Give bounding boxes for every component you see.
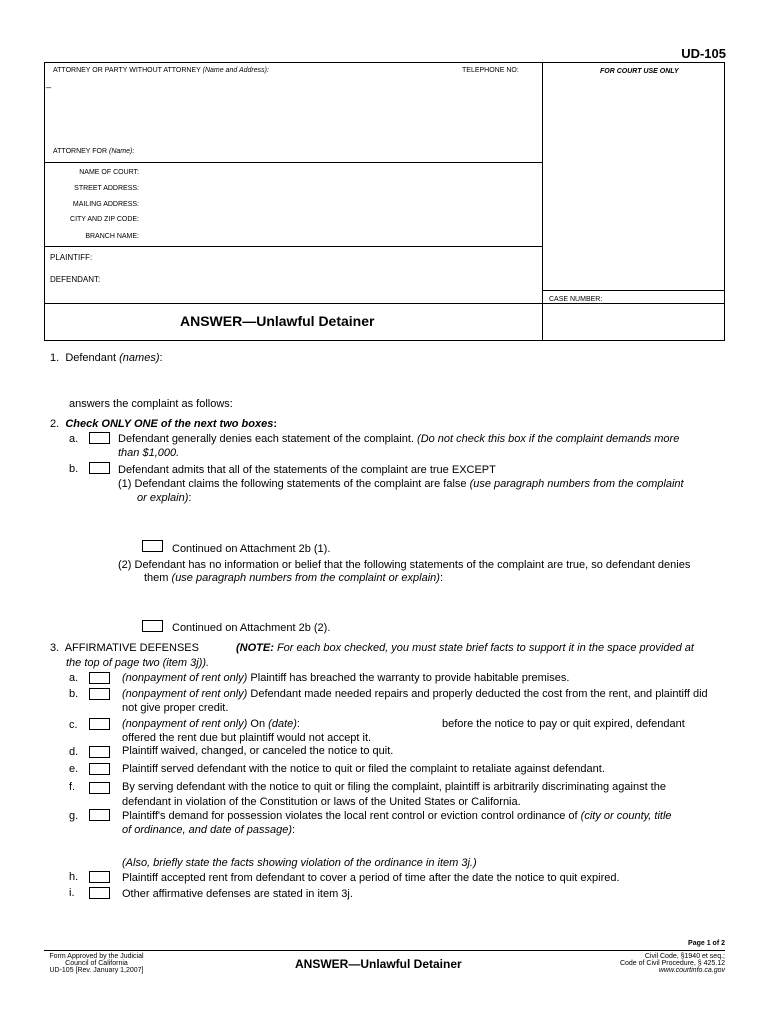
item-3g-checkbox[interactable]	[89, 809, 110, 821]
item-3b-text-2: not give proper credit.	[122, 702, 229, 714]
item-2b2-text: (2) Defendant has no information or belief that the following statements of the complaint are true, so defendant denies	[118, 559, 691, 571]
item-2a-text: Defendant generally denies each statement of the complaint. (Do not check this box if the complaint demands more	[118, 433, 680, 445]
item-3b-checkbox[interactable]	[89, 688, 110, 700]
item-3c-after: before the notice to pay or quit expired, defendant	[442, 718, 685, 730]
attorney-for-label: ATTORNEY FOR (Name):	[53, 148, 135, 155]
item-3a-letter: a.	[69, 672, 79, 684]
item-3i-text: Other affirmative defenses are stated in item 3j.	[122, 888, 353, 900]
divider-parties	[44, 303, 725, 304]
divider-attorney	[44, 162, 542, 163]
item-2a-letter: a.	[69, 433, 79, 445]
divider-court	[44, 246, 542, 247]
item-2a-note: than $1,000.	[118, 447, 180, 459]
item-2b-checkbox[interactable]	[89, 462, 110, 474]
item-3f-text: By serving defendant with the notice to quit or filing the complaint, plaintiff is arbitrarily discriminating against the	[122, 781, 666, 793]
city-zip-label: CITY AND ZIP CODE:	[70, 216, 139, 223]
item-3f-checkbox[interactable]	[89, 782, 110, 794]
attorney-label: ATTORNEY OR PARTY WITHOUT ATTORNEY (Name and Address):	[53, 67, 269, 74]
case-number-label: CASE NUMBER:	[549, 296, 603, 303]
item-3g-text-2: of ordinance, and date of passage):	[122, 824, 296, 836]
footer-rule	[44, 950, 725, 951]
item-3g-letter: g.	[69, 810, 79, 822]
item-2b-letter: b.	[69, 463, 79, 475]
defendant-label: DEFENDANT:	[50, 275, 101, 284]
item-3b-letter: b.	[69, 688, 79, 700]
item-3d-text: Plaintiff waived, changed, or canceled the notice to quit.	[122, 745, 394, 757]
item-3i-letter: i.	[69, 887, 75, 899]
continued-2b1-checkbox[interactable]	[142, 540, 163, 552]
item-2-heading: 2. Check ONLY ONE of the next two boxes:	[50, 418, 278, 430]
footer-title: ANSWER—Unlawful Detainer	[295, 957, 462, 971]
item-3a-text: (nonpayment of rent only) Plaintiff has breached the warranty to provide habitable premises.	[122, 672, 570, 684]
item-3h-text: Plaintiff accepted rent from defendant to cover a period of time after the date the notice to quit expired.	[122, 872, 620, 884]
item-1-defendant: 1. Defendant (names):	[50, 352, 163, 364]
item-3h-letter: h.	[69, 871, 79, 883]
branch-name-label: BRANCH NAME:	[85, 233, 139, 240]
court-use-label: FOR COURT USE ONLY	[600, 68, 679, 75]
item-3f-letter: f.	[69, 781, 76, 793]
item-3d-letter: d.	[69, 746, 79, 758]
item-3e-checkbox[interactable]	[89, 763, 110, 775]
item-3b-text: (nonpayment of rent only) Defendant made needed repairs and properly deducted the cost from the rent, and plaintiff did	[122, 688, 708, 700]
item-3g-text: Plaintiff's demand for possession violates the local rent control or eviction control ordinance of (city or county, title	[122, 810, 672, 822]
divider-case-number	[542, 290, 725, 291]
form-title: ANSWER—Unlawful Detainer	[180, 313, 375, 329]
item-3-note-2: the top of page two (item 3j)).	[66, 657, 210, 669]
item-3c-text: (nonpayment of rent only) On (date):	[122, 718, 300, 730]
item-3f-text-2: defendant in violation of the Constitution or laws of the United States or California.	[122, 796, 521, 808]
item-3-note: (NOTE: For each box checked, you must state brief facts to support it in the space provided at	[236, 642, 694, 654]
caption-box	[44, 62, 725, 341]
item-3c-text-2: offered the rent due but plaintiff would not accept it.	[122, 732, 372, 744]
footer-code: Civil Code, §1940 et seq.; Code of Civil Procedure, § 425.12 www.courtinfo.ca.gov	[619, 953, 725, 974]
continued-2b2-checkbox[interactable]	[142, 620, 163, 632]
item-3i-checkbox[interactable]	[89, 887, 110, 899]
item-1-answers: answers the complaint as follows:	[69, 398, 233, 410]
attorney-input[interactable]: _	[46, 78, 52, 88]
item-2a-checkbox[interactable]	[89, 432, 110, 444]
item-2b-text: Defendant admits that all of the statements of the complaint are true EXCEPT	[118, 464, 496, 476]
item-2b1-text: (1) Defendant claims the following statements of the complaint are false (use paragraph numbers from the complaint	[118, 478, 684, 490]
item-3a-checkbox[interactable]	[89, 672, 110, 684]
item-3c-checkbox[interactable]	[89, 718, 110, 730]
continued-2b1-label: Continued on Attachment 2b (1).	[172, 543, 331, 555]
item-3g-also: (Also, briefly state the facts showing violation of the ordinance in item 3j.)	[122, 857, 477, 869]
item-2b1-text-2: or explain):	[137, 492, 192, 504]
item-3e-text: Plaintiff served defendant with the notice to quit or filed the complaint to retaliate against defendant.	[122, 763, 605, 775]
telephone-label: TELEPHONE NO:	[462, 67, 519, 74]
mailing-address-label: MAILING ADDRESS:	[72, 201, 139, 208]
item-2b2-text-2: them (use paragraph numbers from the complaint or explain):	[144, 572, 444, 584]
form-number: UD-105	[681, 46, 726, 61]
continued-2b2-label: Continued on Attachment 2b (2).	[172, 622, 331, 634]
item-3d-checkbox[interactable]	[89, 746, 110, 758]
item-3e-letter: e.	[69, 763, 79, 775]
item-3-heading: 3. AFFIRMATIVE DEFENSES	[50, 642, 199, 654]
item-3c-letter: c.	[69, 719, 78, 731]
name-of-court-label: NAME OF COURT:	[79, 169, 139, 176]
footer-approved: Form Approved by the Judicial Council of California UD-105 [Rev. January 1,2007]	[49, 953, 144, 974]
plaintiff-label: PLAINTIFF:	[50, 253, 93, 262]
street-address-label: STREET ADDRESS:	[74, 185, 139, 192]
page-number: Page 1 of 2	[688, 940, 725, 947]
court-use-divider	[542, 62, 543, 340]
item-3h-checkbox[interactable]	[89, 871, 110, 883]
